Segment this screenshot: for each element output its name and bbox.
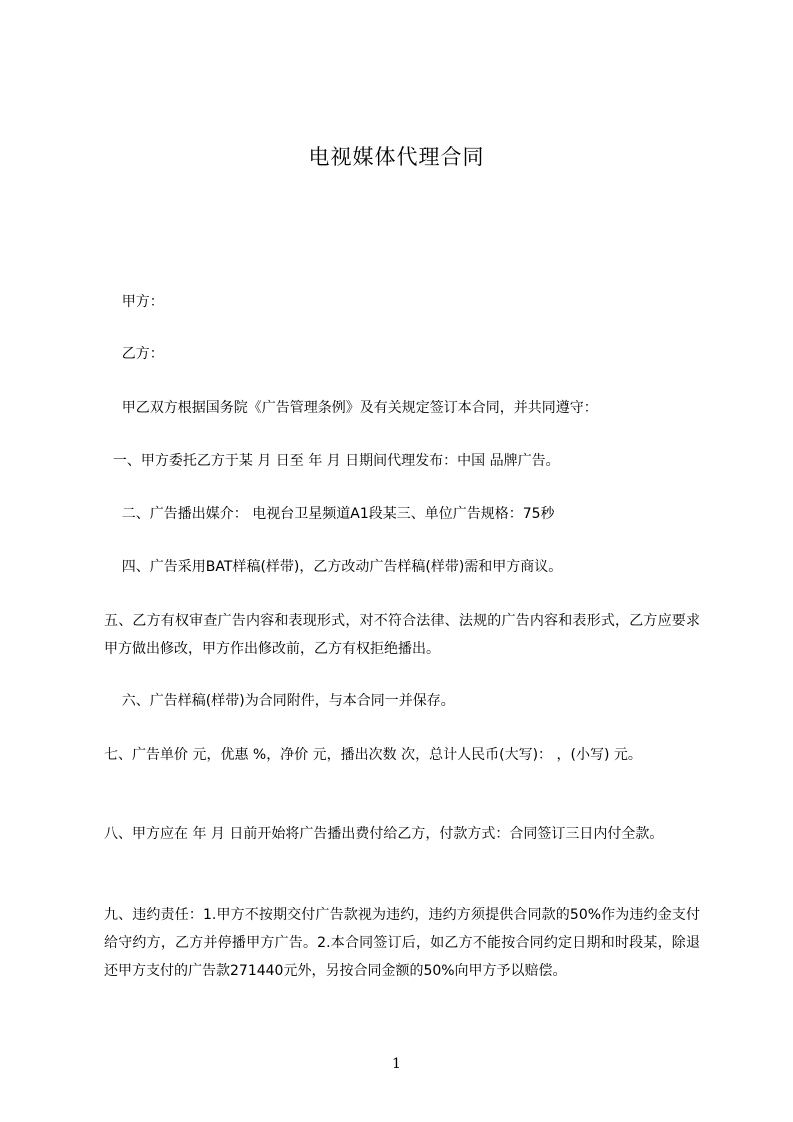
party-b-line: 乙方： <box>104 346 164 362</box>
clause-9: 九、违约责任：1.甲方不按期交付广告款视为违约，违约方须提供合同款的50%作为违约金支付给守约方，乙方并停播甲方广告。2.本合同签订后，如乙方不能按合同约定日期和时段某，除退还甲方支付的广告款271440元外，另按合同金额的50%向甲方予以赔偿。 <box>104 907 700 979</box>
clause-1: 一、甲方委托乙方于某 月 日至 年 月 日期间代理发布：中国 品牌广告。 <box>104 453 560 469</box>
clause-8: 八、甲方应在 年 月 日前开始将广告播出费付给乙方，付款方式：合同签订三日内付全款。 <box>104 826 664 842</box>
page-number: 1 <box>392 1056 401 1072</box>
clause-6: 六、广告样稿(样带)为合同附件，与本合同一并保存。 <box>104 693 455 709</box>
clause-5: 五、乙方有权审查广告内容和表现形式，对不符合法律、法规的广告内容和表形式，乙方应要求甲方做出修改，甲方作出修改前，乙方有权拒绝播出。 <box>104 613 700 657</box>
clause-4: 四、广告采用BAT样稿(样带)，乙方改动广告样稿(样带)需和甲方商议。 <box>104 559 563 575</box>
preamble-paragraph: 甲乙双方根据国务院《广告管理条例》及有关规定签订本合同，并共同遵守： <box>104 400 598 416</box>
clause-2: 二、广告播出媒介： 电视台卫星频道A1段某三、单位广告规格：75秒 <box>104 506 555 522</box>
clause-7: 七、广告单价 元，优惠 %，净价 元，播出次数 次，总计人民币(大写)： ，(小写) 元。 <box>104 747 642 763</box>
party-a-line: 甲方： <box>104 294 164 310</box>
document-title: 电视媒体代理合同 <box>308 145 485 169</box>
